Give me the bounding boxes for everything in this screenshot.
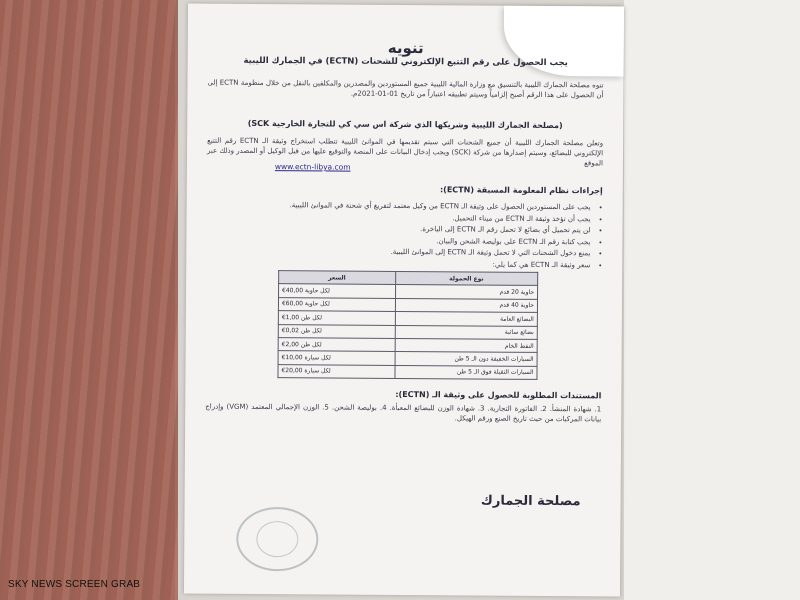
- price-cell: €40,00 لكل حاوية: [279, 284, 396, 298]
- signature-text: مصلحة الجمارك: [480, 493, 581, 510]
- document-subtitle: يجب الحصول على رقم التتبع الإلكتروني للشحنات (ECTN) في الجمارك الليبية: [243, 55, 568, 69]
- type-cell: النفط الخام: [395, 338, 538, 352]
- official-stamp: [236, 507, 318, 572]
- header-type: نوع الحمولة: [395, 271, 538, 285]
- header-price: السعر: [279, 271, 396, 285]
- price-cell: €2,00 لكل طن: [278, 338, 395, 352]
- type-cell: حاوية 20 قدم: [395, 285, 538, 299]
- price-cell: €0,02 لكل طن: [278, 324, 395, 338]
- type-cell: البضائع العامة: [395, 312, 538, 326]
- price-cell: €20,00 لكل سيارة: [278, 364, 395, 378]
- price-cell: €10,00 لكل سيارة: [278, 351, 395, 365]
- type-cell: بضائع سائبة: [395, 325, 538, 339]
- table-row: [278, 364, 537, 379]
- watermark: SKY NEWS SCREEN GRAB: [8, 579, 141, 590]
- list-item: • لن يتم تحميل أي بضائع لا تحمل رقم الـ ECTN إلى الباخرة.: [206, 223, 590, 237]
- list-item: • يجب أن تؤخذ وثيقة الـ ECTN من ميناء التحميل.: [207, 211, 591, 225]
- procedures-list: [206, 200, 602, 272]
- intro-paragraph: تنوه مصلحة الجمارك الليبية بالتنسيق مع وزارة المالية الليبية جميع المستوردين والمصدرين والمكلفين بالنقل من خلال منظومة ECTN إلى أن الحصول على هذا الرقم أصبح إلزامياً وسيتم تطبيقه اعتباراً من تاريخ 01-01-2021م.: [207, 78, 604, 100]
- fee-table: [277, 270, 538, 380]
- type-cell: السيارات الثقيلة فوق الـ 5 طن: [394, 365, 537, 379]
- company-heading: (مصلحة الجمارك الليبية وشريكها الذي شركة اس سي كي للتجارة الخارجية SCK): [247, 118, 563, 131]
- company-paragraph: وتعلن مصلحة الجمارك الليبية أن جميع الشحنات التي سيتم تقديمها في الموانئ الليبية تتطلب استخراج وثيقة الـ ECTN رقم التتبع الإلكتروني للبضائع، وسيتم إصدارها من شركة (SCK) ويجب إدخال البيانات على المنصة والتوقيع عليها من قبل الوكيل أو المصدر وذلك عبر الموقع: [207, 136, 604, 168]
- list-item: • سعر وثيقة الـ ECTN هي كما يلي:: [206, 257, 590, 271]
- type-cell: حاوية 40 قدم: [395, 298, 538, 312]
- documents-paragraph: 1. شهادة المنشأ. 2. الفاتورة التجارية. 3. شهادة الوزن للبضائع المعبأة. 4. بوليصة الشحن. 5. الوزن الإجمالي المعتمد (VGM) وإدراج بيانات المركبات من حيث تاريخ الصنع ورقم الهيكل.: [205, 402, 602, 424]
- procedures-heading: إجراءات نظام المعلومة المسبقة (ECTN):: [439, 185, 603, 196]
- type-cell: السيارات الخفيفة دون الـ 5 طن: [395, 352, 538, 366]
- website-link[interactable]: www.ectn-libya.com: [274, 162, 351, 172]
- price-cell: €1,00 لكل طن: [278, 311, 395, 325]
- list-item: • يجب على المستوردين الحصول على وثيقة الـ ECTN من وكيل معتمد لتفريغ أي شحنة في الموانئ الليبية.: [207, 200, 591, 214]
- background-paper: [624, 0, 800, 600]
- price-cell: €60,00 لكل حاوية: [278, 297, 395, 311]
- wood-surface: [0, 0, 178, 600]
- list-item: • يجب كتابة رقم الـ ECTN على بوليصة الشحن والبيان.: [206, 234, 590, 248]
- document-title: تنويه: [387, 38, 424, 58]
- list-item: • يمنع دخول الشحنات التي لا تحمل وثيقة الـ ECTN إلى الموانئ الليبية.: [206, 246, 590, 260]
- documents-heading: المستندات المطلوبة للحصول على وثيقة الـ (ECTN):: [395, 389, 602, 401]
- notice-document: [184, 3, 624, 596]
